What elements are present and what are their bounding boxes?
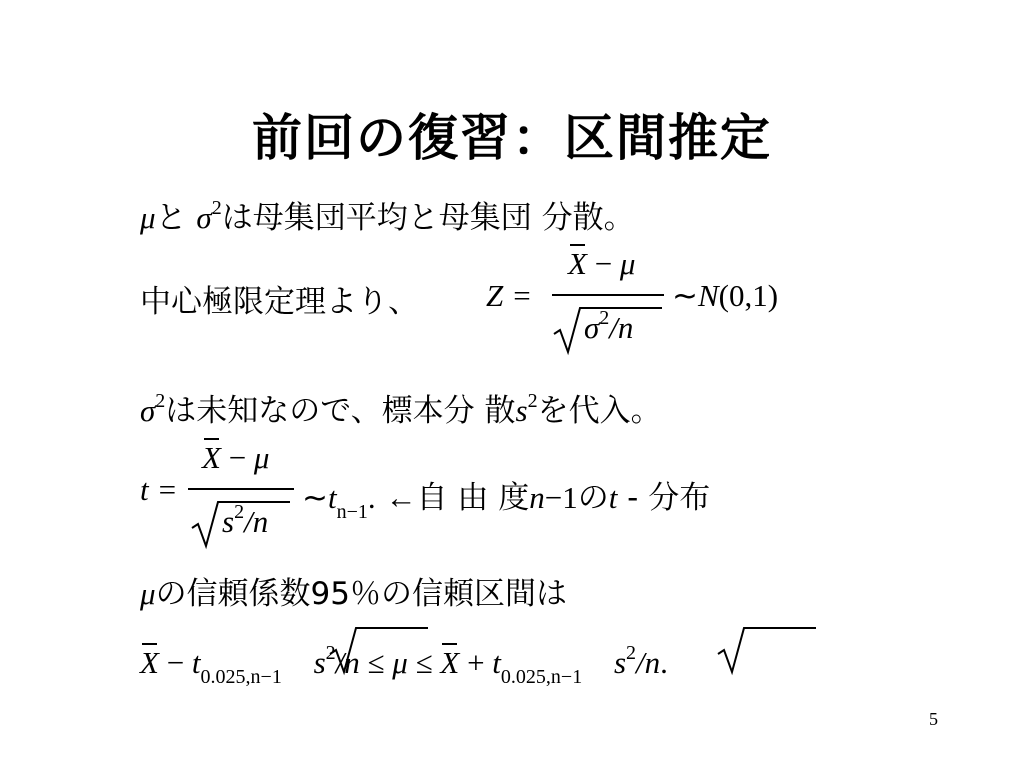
t-variable: t = [140,472,177,507]
sqrt-sign [552,306,582,356]
connector-text: と [155,200,197,236]
definition-text: は母集団平均と母集団 分散。 [221,200,635,236]
sqrt-sign [716,626,816,676]
confidence-interval-formula: $X - t_{0.025,n-1}$ $s^2/n \le \mu \le X + t_{0.025,n-1}$ $s^2/n$. [140,642,668,688]
t-distribution-line: $\sim t_{n-1}$. ←自 由 度n−1のt - 分布 [302,480,711,523]
slide-title: 前回の復習：区間推定 [252,109,772,167]
t-denominator: $s^2/n$ [222,501,269,539]
z-denominator: $\sigma^2/n$ [584,307,634,345]
z-fraction-bar [552,294,664,296]
t-fraction-bar [188,488,294,490]
sqrt-sign [328,626,428,676]
page-number: 5 [929,709,938,729]
z-numerator: X − μ [568,246,636,281]
definition-line [140,192,635,237]
t-numerator: X − μ [202,440,270,475]
superscript: 2 [211,197,222,219]
sigma-symbol: σ [196,200,212,235]
sqrt-sign [190,500,220,550]
clt-label: 中心極限定理より、 [140,284,419,320]
z-variable: Z = [486,278,531,313]
substitution-line: $\sigma^2$は未知なので、標本分 散$s^2$を代入。 [140,390,662,429]
normal-distribution: ∼N(0,1) [672,278,779,313]
mu-symbol: μ [140,200,156,235]
confidence-interval-label: μの信頼係数95％の信頼区間は [140,576,568,612]
